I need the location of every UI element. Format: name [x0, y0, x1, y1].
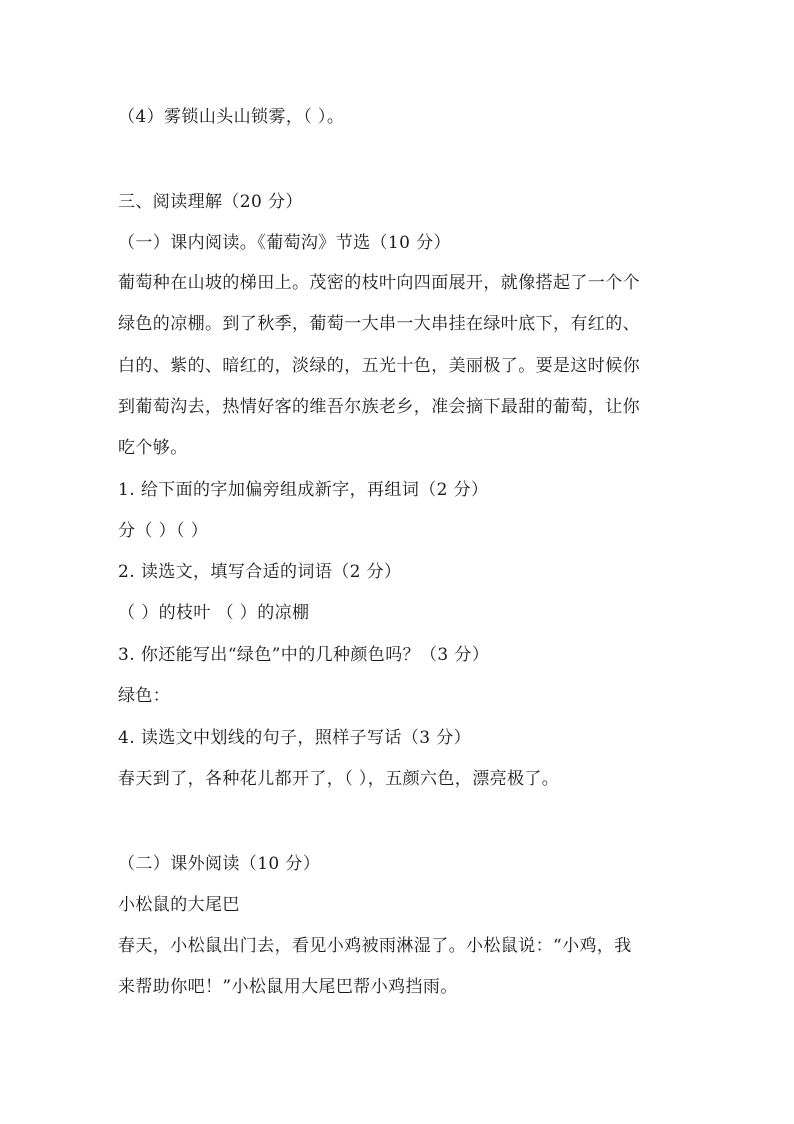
passage-line-4: 到葡萄沟去，热情好客的维吾尔族老乡，准会摘下最甜的葡萄，让你 — [118, 397, 640, 417]
subsection-one-heading: （一）课内阅读。《葡萄沟》节选（10 分） — [118, 233, 451, 253]
question-3-answer-row: 绿色： — [118, 686, 171, 706]
question-1: 1. 给下面的字加偏旁组成新字，再组词（2 分） — [118, 480, 489, 500]
question-4-answer-row: 春天到了，各种花儿都开了，（ ），五颜六色，漂亮极了。 — [118, 769, 560, 789]
story-title: 小松鼠的大尾巴 — [118, 895, 240, 915]
passage-line-3: 白的、紫的、暗红的，淡绿的，五光十色，美丽极了。要是这时候你 — [118, 356, 640, 376]
passage-line-2: 绿色的凉棚。到了秋季，葡萄一大串一大串挂在绿叶底下，有红的、 — [118, 314, 640, 334]
question-4-line: （4）雾锁山头山锁雾，（ ）。 — [118, 107, 345, 127]
question-1-answer-row: 分（ ）（ ） — [118, 521, 209, 541]
story-line-1: 春天，小松鼠出门去，看见小鸡被雨淋湿了。小松鼠说：“小鸡，我 — [118, 936, 632, 956]
passage-line-5: 吃个够。 — [118, 438, 188, 458]
question-2-answer-row: （ ）的枝叶 （ ）的凉棚 — [118, 603, 310, 623]
subsection-two-heading: （二）课外阅读（10 分） — [118, 854, 321, 874]
passage-line-1: 葡萄种在山坡的梯田上。茂密的枝叶向四面展开，就像搭起了一个个 — [118, 273, 640, 293]
question-2: 2. 读选文，填写合适的词语（2 分） — [118, 562, 402, 582]
question-4: 4. 读选文中划线的句子，照样子写话（3 分） — [118, 728, 472, 748]
story-line-2: 来帮助你吧！”小松鼠用大尾巴帮小鸡挡雨。 — [118, 977, 458, 997]
section-three-heading: 三、阅读理解（20 分） — [118, 192, 303, 212]
question-3: 3. 你还能写出“绿色”中的几种颜色吗？（3 分） — [118, 645, 490, 665]
